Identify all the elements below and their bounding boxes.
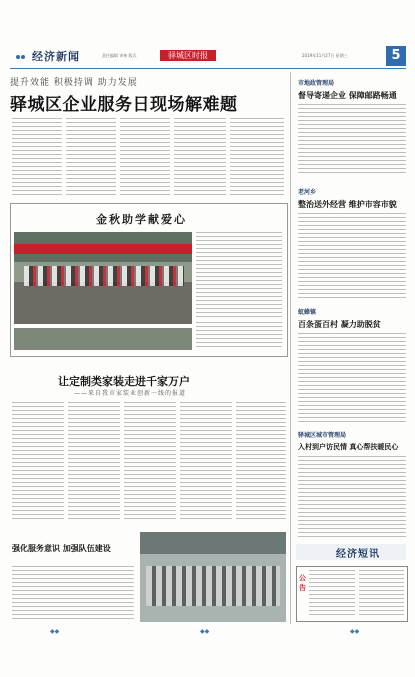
story2-body-col-2 (68, 402, 120, 520)
lead-headline: 驿城区企业服务日现场解难题 (10, 95, 238, 115)
sidebar-4-body (298, 456, 406, 538)
page-header (10, 46, 406, 69)
editor-line: 责任编辑 审核 版式 (102, 53, 137, 58)
sidebar-3-head: 蚁蜂镇 (298, 309, 317, 316)
sidebar-4-head: 驿城区城市管理局 (298, 432, 347, 439)
notice-body-2 (359, 570, 404, 618)
sidebar-1-body (298, 104, 406, 176)
sidebar-2-body (298, 213, 406, 301)
feature-photo-2 (14, 328, 192, 350)
story3-title: 强化服务意识 加强队伍建设 (12, 543, 111, 553)
story3-body (12, 566, 134, 622)
story2-body-col-1 (12, 402, 64, 520)
notice-box (296, 566, 408, 622)
brief-label: 经济短讯 (336, 549, 380, 560)
footer-ornament: ◆◆ (200, 628, 210, 635)
sidebar-1-title: 督导寄递企业 保障邮路畅通 (298, 90, 397, 100)
story2-body-col-5 (236, 402, 286, 520)
lead-body-col-4 (174, 118, 226, 196)
feature-photo (14, 232, 192, 324)
lead-body-col-3 (120, 118, 170, 196)
column-divider (290, 72, 291, 624)
story3-photo (140, 532, 286, 622)
story2-body-col-4 (180, 402, 232, 520)
page-number: 5 (386, 46, 406, 66)
brief-banner (296, 544, 406, 560)
feature-body-col-1 (196, 232, 282, 318)
sidebar-1-head: 市地政管理局 (298, 80, 335, 87)
lead-body-col-5 (230, 118, 284, 196)
section-title: 经济新闻 (32, 50, 80, 63)
sidebar-2-head: 老河乡 (298, 189, 317, 196)
story2-subtitle: ——来自我市家装业创新一线的报道 (74, 390, 187, 397)
sidebar-4-title: 入村到户访民情 真心帮扶暖民心 (298, 442, 399, 451)
notice-body-1 (309, 570, 355, 618)
story2-title: 让定制类家装走进千家万户 (58, 375, 190, 388)
section-marker-icon (16, 53, 26, 61)
feature-body-col-2 (196, 322, 282, 350)
date-line: 2019年11月27日 星期三 (302, 53, 348, 58)
lead-body-col-2 (66, 118, 116, 196)
footer-ornament: ◆◆ (350, 628, 360, 635)
feature-title: 金秋助学献爱心 (96, 213, 187, 226)
sidebar-2-title: 整治送外经营 维护市容市貌 (298, 199, 397, 209)
lead-body-col-1 (12, 118, 62, 196)
page-footer (10, 628, 406, 634)
story2-body-col-3 (124, 402, 176, 520)
sidebar-3-title: 百条蛋百村 凝力助脱贫 (298, 319, 381, 329)
notice-label: 公告 (299, 574, 306, 592)
event-banner (14, 244, 192, 254)
lead-kicker: 提升效能 积极持调 助力发展 (10, 78, 138, 88)
footer-ornament: ◆◆ (50, 628, 60, 635)
masthead-logo: 驿城区时报 (160, 50, 216, 61)
sidebar-3-body (298, 333, 406, 425)
